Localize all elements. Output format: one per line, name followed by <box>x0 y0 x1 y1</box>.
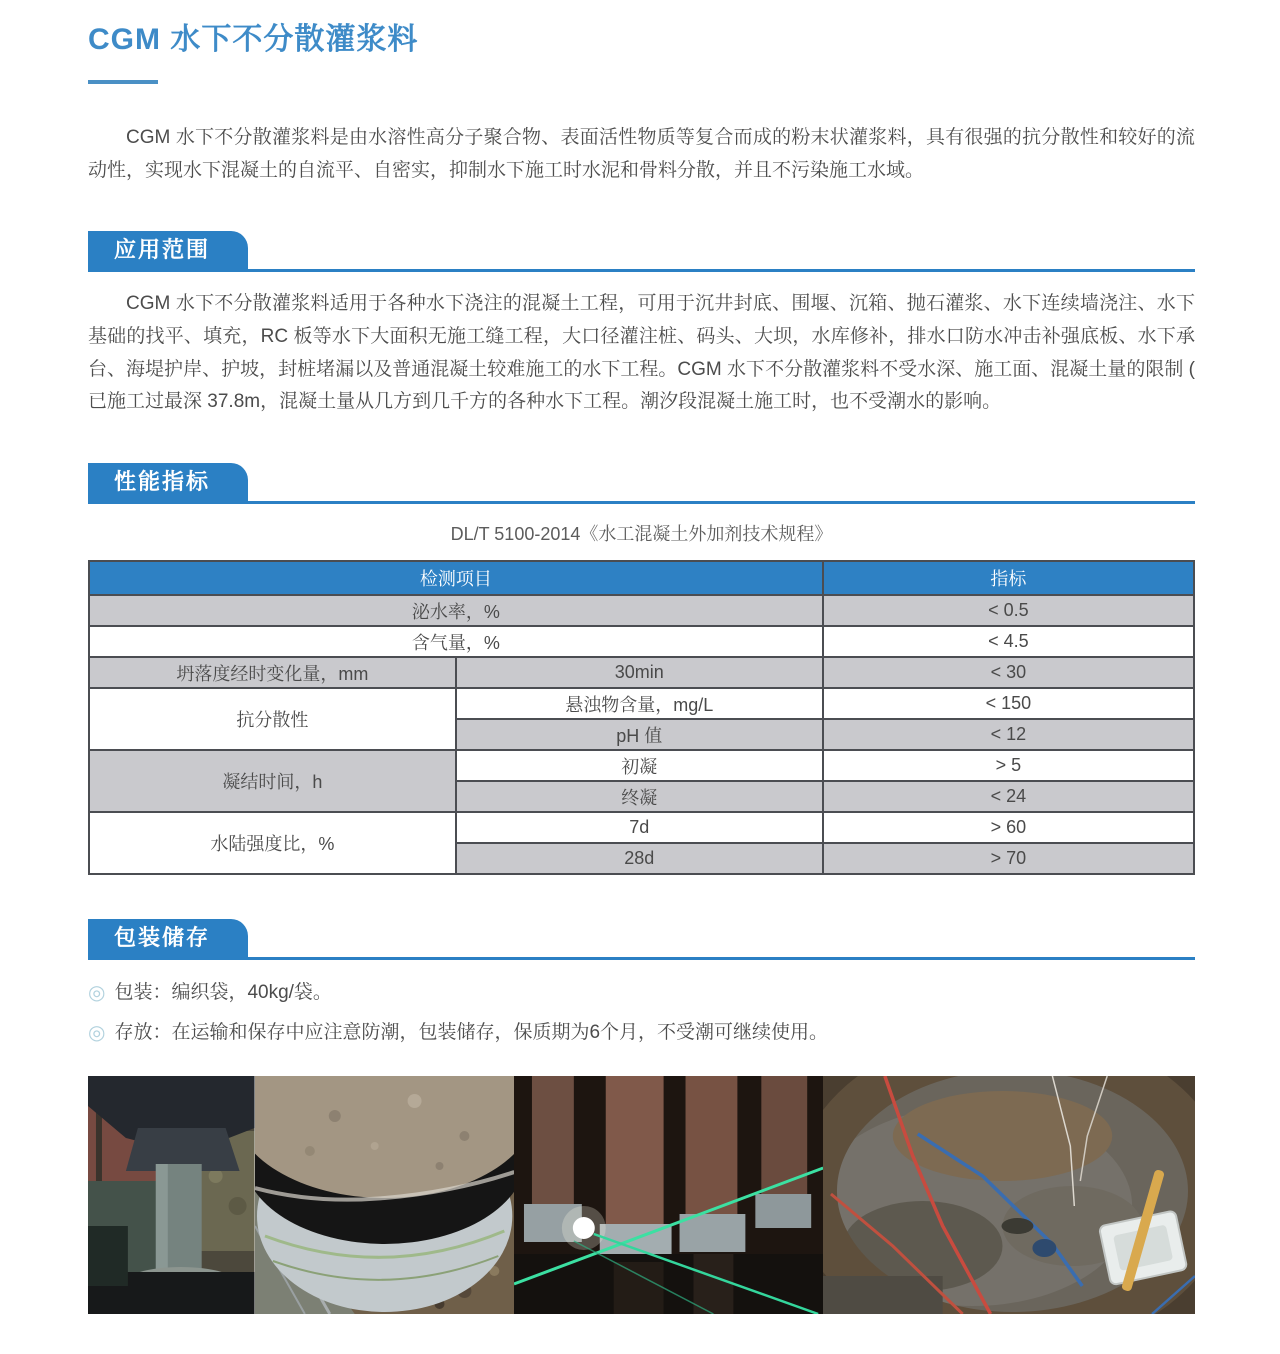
photo-pier-column-under-bridge <box>88 1076 255 1314</box>
photo-cofferdam-overhead-view <box>823 1076 1195 1314</box>
list-item <box>88 1018 1195 1048</box>
table-row <box>89 595 1194 626</box>
row-sub-item: pH 值 <box>456 719 823 750</box>
title-underline <box>88 80 158 84</box>
table-header-row <box>89 561 1194 595</box>
photo-strip <box>88 1076 1195 1314</box>
row-value: < 30 <box>823 657 1194 688</box>
row-group-item: 抗分散性 <box>89 688 456 750</box>
table-header-item: 检测项目 <box>89 561 823 595</box>
row-sub-item: 28d <box>456 843 823 874</box>
bullet-list <box>88 978 1195 1048</box>
row-item: 含气量，% <box>89 626 823 657</box>
table-row <box>89 626 1194 657</box>
photo-night-piers-green-laser <box>514 1076 823 1314</box>
row-value: > 70 <box>823 843 1194 874</box>
list-item <box>88 978 1195 1008</box>
section-tab-performance: 性能指标 <box>88 463 248 501</box>
row-item: 泌水率，% <box>89 595 823 626</box>
ring-bullet-icon: ◎ <box>88 982 106 1005</box>
section-head-application <box>88 231 1195 272</box>
table-row <box>89 657 1194 688</box>
photo-concrete-pier-base-closeup <box>255 1076 514 1314</box>
intro-paragraph: CGM 水下不分散灌浆料是由水溶性高分子聚合物、表面活性物质等复合而成的粉末状灌浆料，具有很强的抗分散性和较好的流动性，实现水下混凝土的自流平、自密实，抑制水下施工时水泥和骨料分散，并且不污染施工水域。 <box>88 127 1195 181</box>
section-tab-packaging: 包装储存 <box>88 919 248 957</box>
row-sub-item: 初凝 <box>456 750 823 781</box>
row-group-item: 凝结时间，h <box>89 750 456 812</box>
section-head-packaging <box>88 919 1195 960</box>
table-row <box>89 750 1194 781</box>
row-value: < 24 <box>823 781 1194 812</box>
row-value: < 4.5 <box>823 626 1194 657</box>
page-title: CGM 水下不分散灌浆料 <box>88 23 419 56</box>
bullet-text: 包装：编织袋，40kg/袋。 <box>114 982 332 1004</box>
row-value: > 60 <box>823 812 1194 843</box>
row-sub-item: 7d <box>456 812 823 843</box>
row-item: 坍落度经时变化量，mm <box>89 657 456 688</box>
section-tab-application: 应用范围 <box>88 231 248 269</box>
row-value: > 5 <box>823 750 1194 781</box>
row-group-item: 水陆强度比，% <box>89 812 456 874</box>
ring-bullet-icon: ◎ <box>88 1022 106 1045</box>
row-value: < 150 <box>823 688 1194 719</box>
application-paragraph: CGM 水下不分散灌浆料适用于各种水下浇注的混凝土工程，可用于沉井封底、围堰、沉箱、抛石灌浆、水下连续墙浇注、水下基础的找平、填充，RC 板等水下大面积无施工缝工程，大口径灌注桩、码头、大坝，水库修补，排水口防水冲击补强底板、水下承台、海堤护岸、护坡，封桩堵漏以及普通混凝土较难施工的水下工程。CGM 水下不分散灌浆料不受水深、施工面、混凝土量的限制 ( 已施工过最深 37.8m，混凝土量从几方到几千方的各种水下工程。潮汐段混凝土施工时，也不受潮水的影响。 <box>88 293 1195 413</box>
table-row <box>89 688 1194 719</box>
row-sub-item: 悬浊物含量，mg/L <box>456 688 823 719</box>
row-value: < 12 <box>823 719 1194 750</box>
section-head-performance <box>88 463 1195 504</box>
bullet-text: 存放：在运输和保存中应注意防潮，包装储存，保质期为6个月，不受潮可继续使用。 <box>114 1022 829 1044</box>
table-header-value: 指标 <box>823 561 1194 595</box>
standard-reference: DL/T 5100-2014《水工混凝土外加剂技术规程》 <box>450 524 833 545</box>
performance-table <box>88 560 1195 875</box>
row-value: < 0.5 <box>823 595 1194 626</box>
row-sub-item: 终凝 <box>456 781 823 812</box>
table-row <box>89 812 1194 843</box>
row-sub-item: 30min <box>456 657 823 688</box>
